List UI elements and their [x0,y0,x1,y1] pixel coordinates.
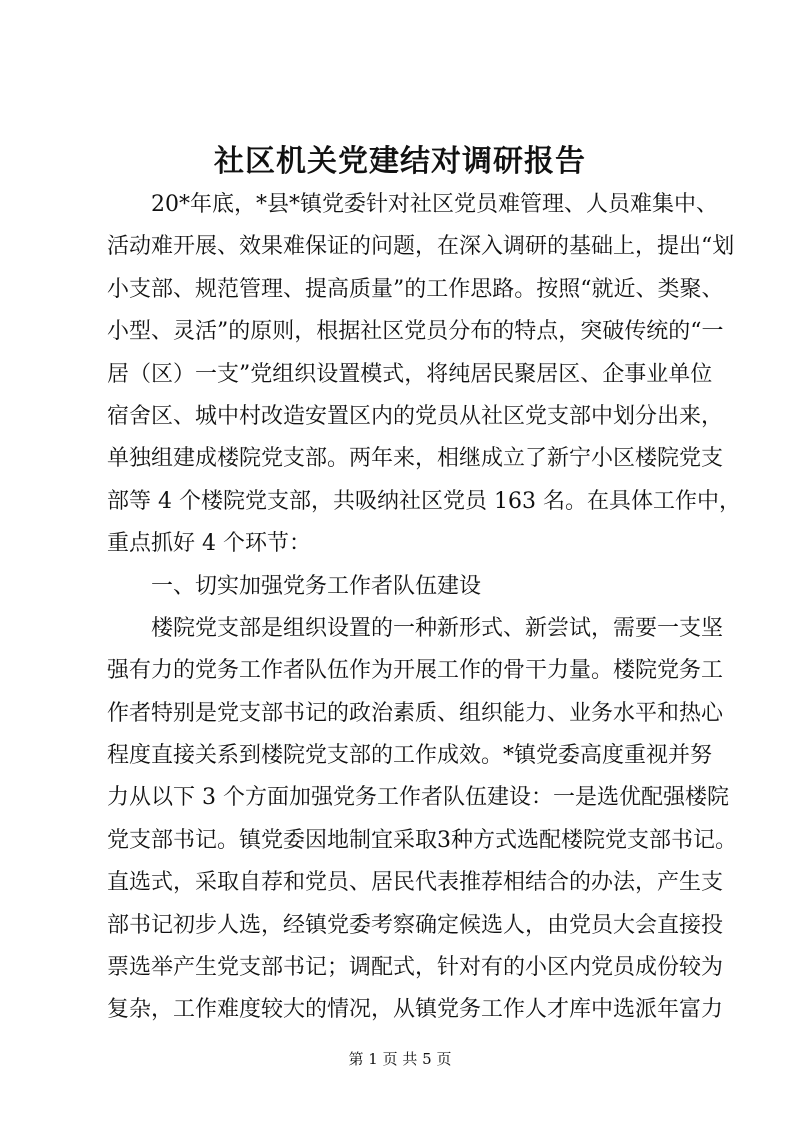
paragraph-line: 小型、灵活”的原则，根据社区党员分布的特点，突破传统的“一 [107,319,724,345]
paragraph-line: 活动难开展、效果难保证的问题，在深入调研的基础上，提出“划 [107,234,735,260]
paragraph-line: 复杂，工作难度较大的情况，从镇党务工作人才库中选派年富力 [107,997,724,1023]
paragraph-line: 直选式，采取自荐和党员、居民代表推荐相结合的办法，产生支 [107,870,724,896]
paragraph-line: 部书记初步人选，经镇党委考察确定候选人，由党员大会直接投 [107,912,724,938]
page-number-footer: 第 1 页 共 5 页 [348,1050,452,1068]
paragraph-line: 票选举产生党支部书记；调配式，针对有的小区内党员成份较为 [107,955,724,981]
document-body [107,184,741,1032]
section-heading: 一、切实加强党务工作者队伍建设 [151,573,482,599]
paragraph-line: 强有力的党务工作者队伍作为开展工作的骨干力量。楼院党务工 [107,658,724,684]
paragraph-line: 重点抓好 4 个环节： [107,531,311,557]
paragraph-line: 居（区）一支”党组织设置模式，将纯居民聚居区、企事业单位 [107,361,713,387]
paragraph-line: 小支部、规范管理、提高质量”的工作思路。按照“就近、类聚、 [107,276,724,302]
paragraph-line: 单独组建成楼院党支部。两年来，相继成立了新宁小区楼院党支 [107,446,724,472]
paragraph-line: 程度直接关系到楼院党支部的工作成效。*镇党委高度重视并努 [107,743,713,769]
document-title: 社区机关党建结对调研报告 [214,144,586,179]
paragraph-line: 力从以下 3 个方面加强党务工作者队伍建设：一是选优配强楼院 [107,785,729,811]
paragraph-line: 作者特别是党支部书记的政治素质、组织能力、业务水平和热心 [107,700,724,726]
paragraph-line: 20*年底，*县*镇党委针对社区党员难管理、人员难集中、 [151,192,718,217]
paragraph-line: 党支部书记。镇党委因地制宜采取3种方式选配楼院党支部书记。 [107,827,737,853]
paragraph-line: 楼院党支部是组织设置的一种新形式、新尝试，需要一支坚 [151,615,724,641]
paragraph-line: 宿舍区、城中村改造安置区内的党员从社区党支部中划分出来， [107,403,724,429]
paragraph-line: 部等 4 个楼院党支部，共吸纳社区党员 163 名。在具体工作中， [107,488,741,514]
